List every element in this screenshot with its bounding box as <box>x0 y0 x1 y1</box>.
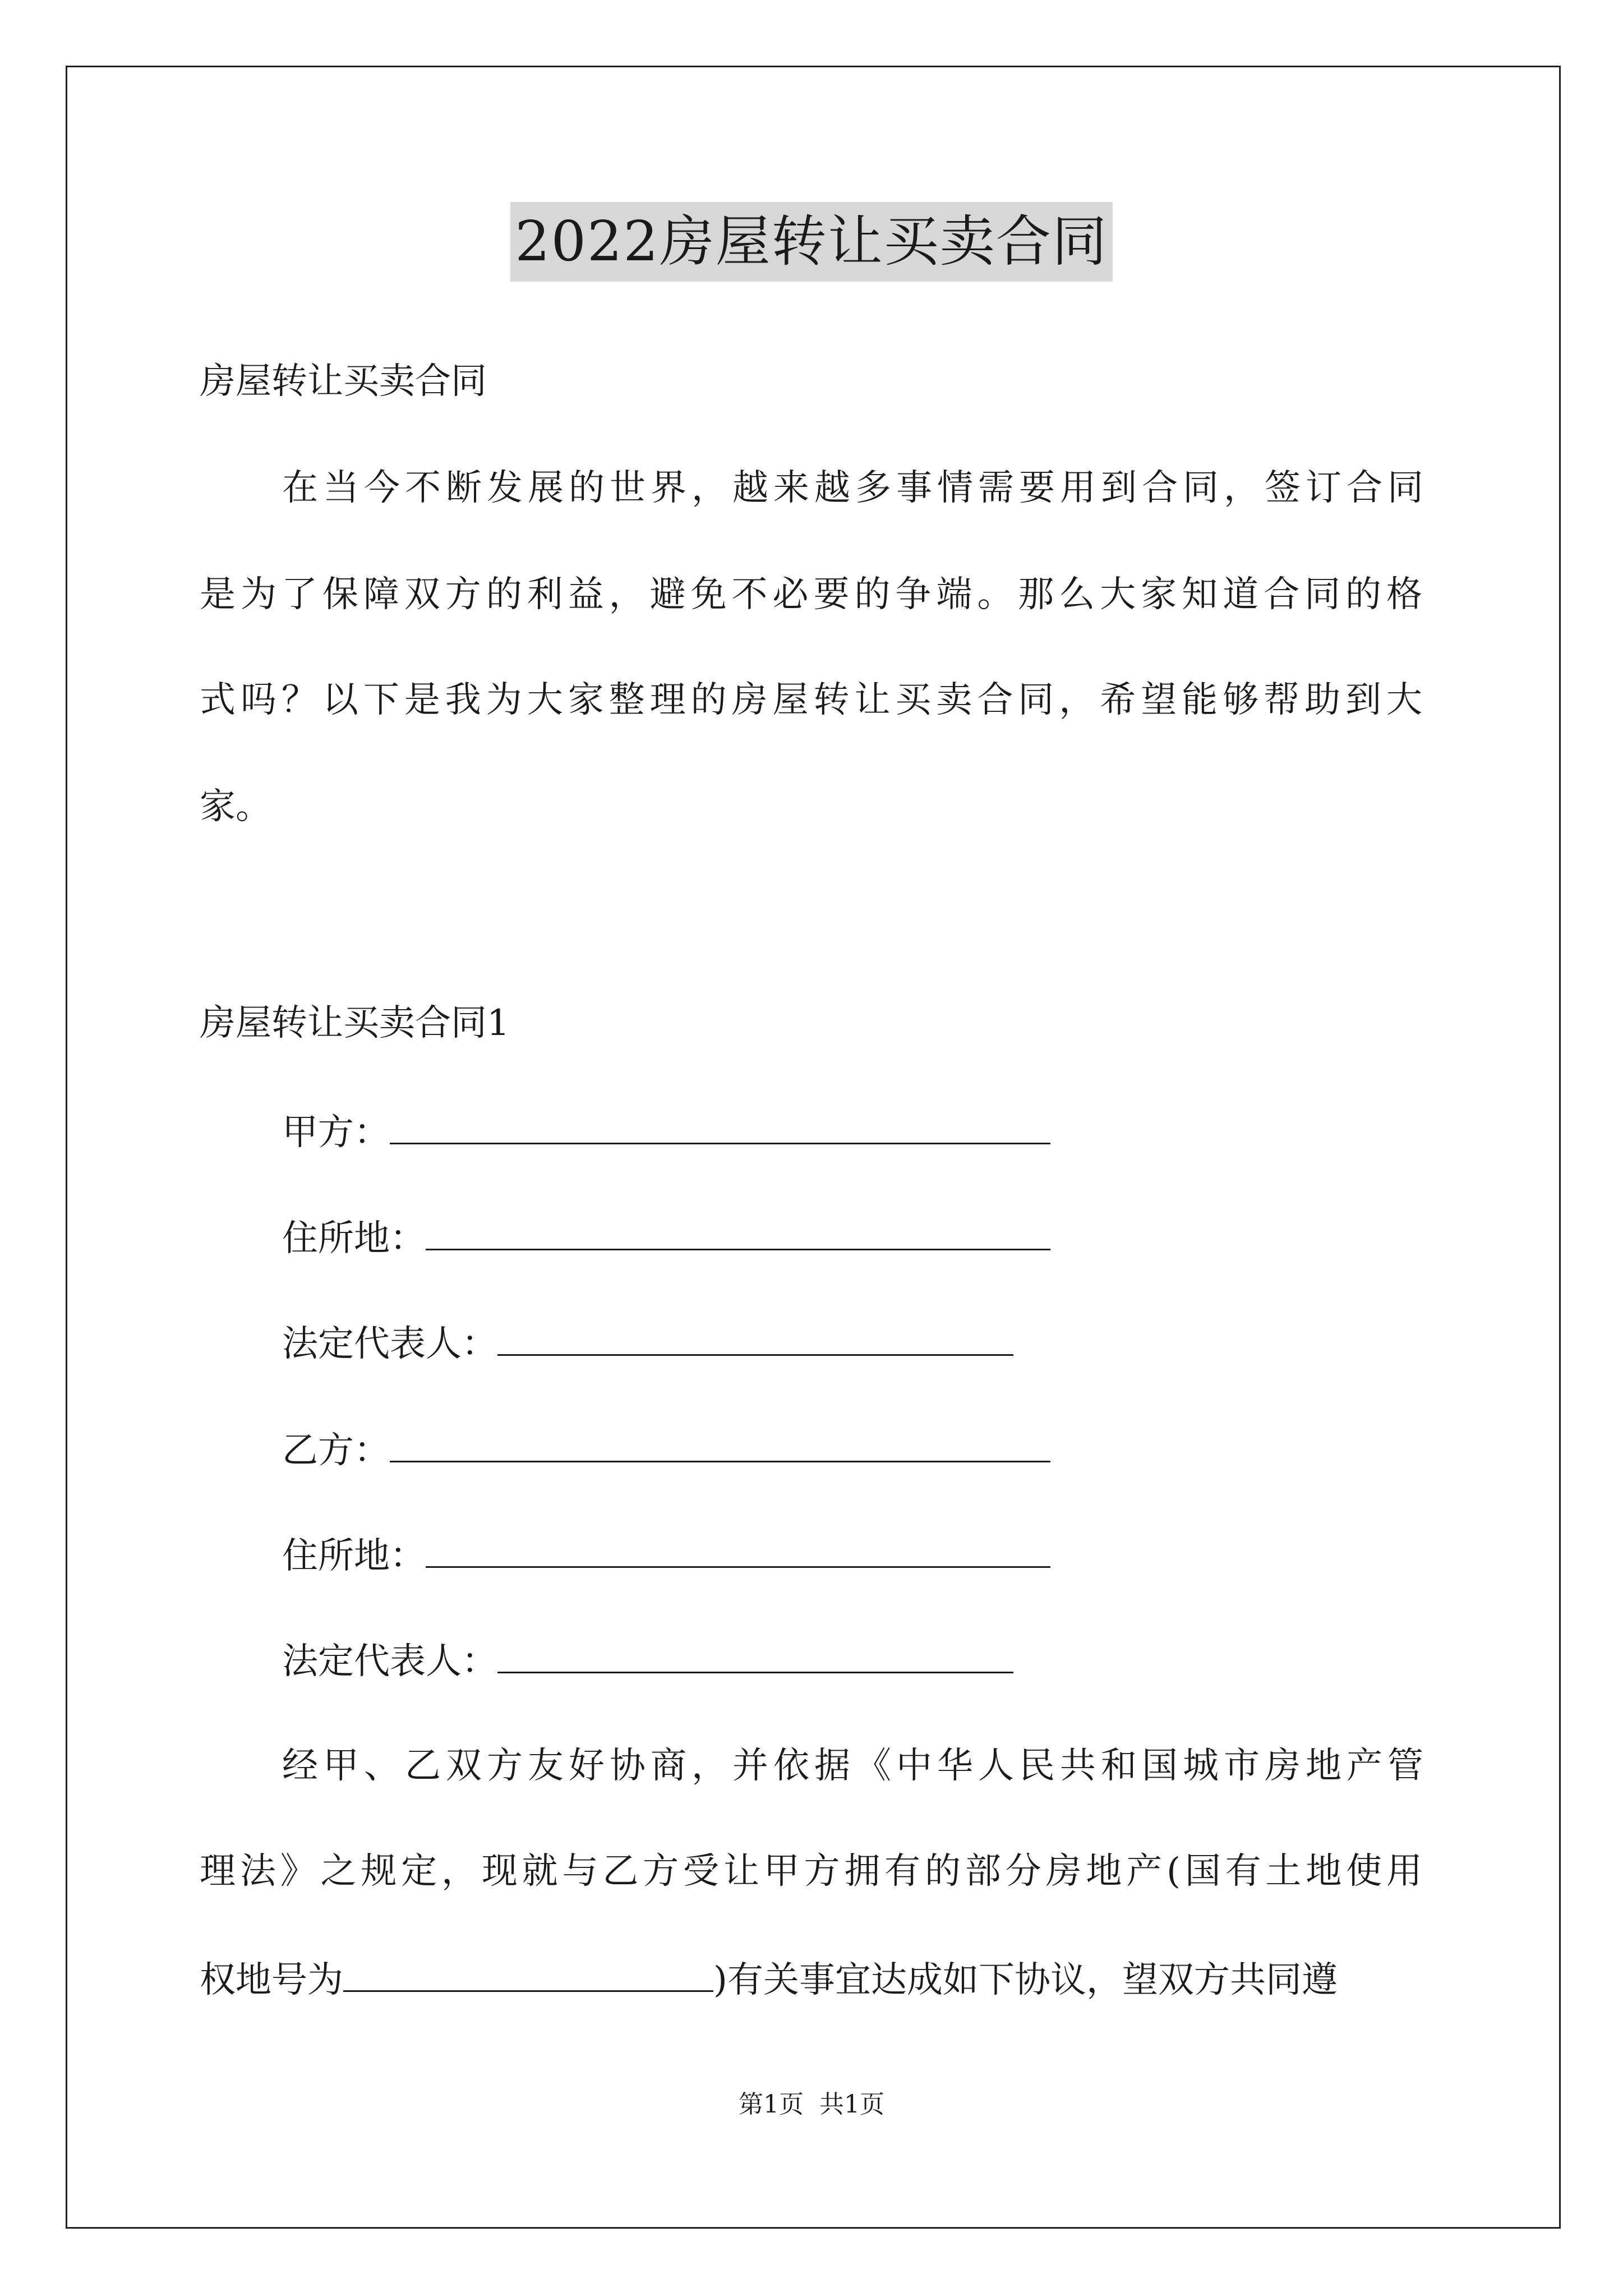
subtitle: 房屋转让买卖合同 <box>200 361 487 402</box>
party-b-rep-blank[interactable] <box>497 1637 1013 1673</box>
party-a-rep-label: 法定代表人： <box>282 1323 497 1365</box>
party-b-blank[interactable] <box>390 1426 1050 1462</box>
party-a-row <box>282 1108 1050 1155</box>
body-line-3-suffix: )有关事宜达成如下协议，望双方共同遵 <box>713 1959 1338 2001</box>
party-a-rep-row <box>282 1319 1013 1366</box>
body-line-3 <box>200 1955 1338 2003</box>
intro-line-3: 式吗？以下是我为大家整理的房屋转让买卖合同，希望能够帮助到大 <box>200 679 1422 721</box>
body-line-2: 理法》之规定，现就与乙方受让甲方拥有的部分房地产(国有土地使用 <box>200 1851 1422 1892</box>
party-b-row <box>282 1426 1050 1473</box>
party-b-address-row <box>282 1531 1050 1579</box>
footer-page-number: 第1页 <box>739 2090 804 2119</box>
party-a-address-blank[interactable] <box>426 1214 1050 1250</box>
document-title: 2022房屋转让买卖合同 <box>510 202 1112 282</box>
party-b-address-blank[interactable] <box>426 1531 1050 1568</box>
party-b-rep-label: 法定代表人： <box>282 1641 497 1682</box>
body-line-3-prefix: 权地号为 <box>200 1959 343 2001</box>
party-b-address-label: 住所地： <box>282 1535 426 1577</box>
land-number-blank[interactable] <box>343 1955 713 1992</box>
party-a-address-row <box>282 1214 1050 1261</box>
party-b-label: 乙方： <box>282 1430 390 1471</box>
page-footer <box>0 2088 1623 2122</box>
party-b-rep-row <box>282 1637 1013 1684</box>
title-container <box>0 202 1623 282</box>
intro-line-4: 家。 <box>200 786 271 827</box>
intro-line-2: 是为了保障双方的利益，避免不必要的争端。那么大家知道合同的格 <box>200 574 1422 615</box>
party-a-label: 甲方： <box>282 1112 390 1153</box>
party-a-blank[interactable] <box>390 1108 1050 1144</box>
footer-total-pages: 共1页 <box>819 2090 884 2119</box>
intro-line-1: 在当今不断发展的世界，越来越多事情需要用到合同，签订合同 <box>282 467 1423 509</box>
party-a-address-label: 住所地： <box>282 1218 426 1259</box>
section-title: 房屋转让买卖合同1 <box>200 1002 510 1044</box>
party-a-rep-blank[interactable] <box>497 1319 1013 1356</box>
body-line-1: 经甲、乙双方友好协商，并依据《中华人民共和国城市房地产管 <box>282 1745 1423 1787</box>
